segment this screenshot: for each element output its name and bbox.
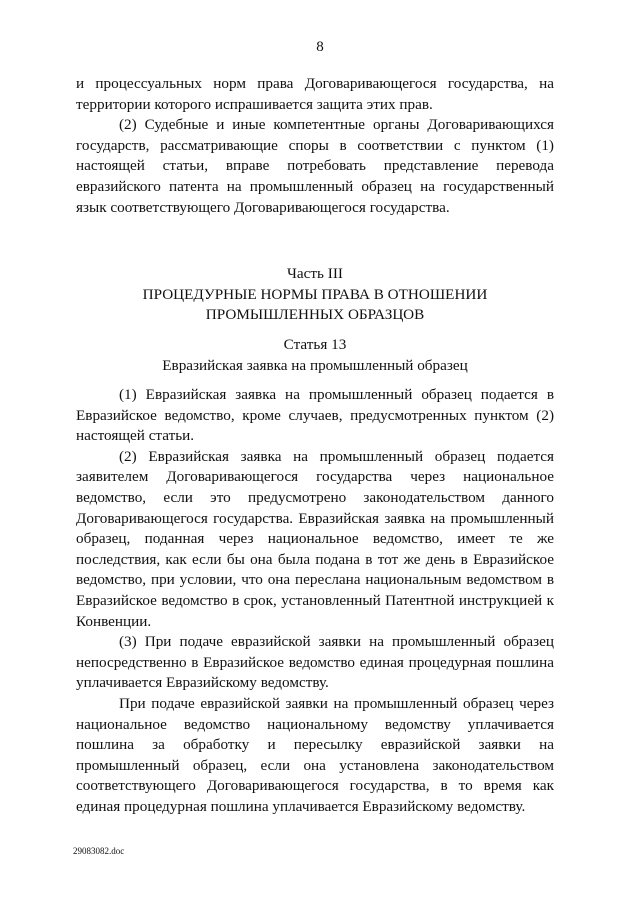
part-title-line-1: ПРОЦЕДУРНЫЕ НОРМЫ ПРАВА В ОТНОШЕНИИ <box>142 285 488 303</box>
article-paragraph-4: При подаче евразийской заявки на промышленный образец через национальное ведомство национальному ведомству уплачивается пошлина за обработку и пересылку евразийской заявки на промышленный образец, если она установлена законодательством соответствующего Договаривающегося государства, в то время как единая процедурная пошлина уплачивается Евразийскому ведомству. <box>76 694 554 815</box>
article-paragraph-1: (1) Евразийская заявка на промышленный образец подается в Евразийское ведомство, кроме случаев, предусмотренных пунктом (2) настоящей статьи. <box>76 386 554 445</box>
article-heading <box>76 335 554 376</box>
article-title: Евразийская заявка на промышленный образец <box>162 356 468 374</box>
part-title-line-2: ПРОМЫШЛЕННЫХ ОБРАЗЦОВ <box>205 306 425 324</box>
article-body <box>76 385 554 817</box>
file-name-footer: 29083082.doc <box>73 846 125 856</box>
article-label: Статья 13 <box>283 336 347 353</box>
article-paragraph-2: (2) Евразийская заявка на промышленный образец подается заявителем Договаривающегося государства через национальное ведомство, если это предусмотрено законодательством данного Договаривающегося государства. Евразийская заявка на промышленный образец, поданная через национальное ведомство, имеет те же последствия, как если бы она была подана в тот же день в Евразийское ведомство, при условии, что она переслана национальным ведомством в Евразийское ведомство в срок, установленный Патентной инструкцией к Конвенции. <box>76 447 554 630</box>
intro-paragraph-2: (2) Судебные и иные компетентные органы Договаривающихся государств, рассматривающие споры в соответствии с пунктом (1) настоящей статьи, вправе потребовать представление перевода евразийского патента на промышленный образец на государственный язык соответствующего Договаривающегося государства. <box>76 116 554 216</box>
page-number: 8 <box>316 39 324 55</box>
part-heading <box>76 264 554 326</box>
intro-paragraph-1: и процессуальных норм права Договаривающегося государства, на территории которого испрашивается защита этих прав. <box>76 75 554 113</box>
part-label: Часть III <box>287 265 343 282</box>
article-paragraph-3: (3) При подаче евразийской заявки на промышленный образец непосредственно в Евразийское ведомство единая процедурная пошлина уплачивается Евразийскому ведомству. <box>76 633 554 692</box>
intro-block <box>76 74 554 218</box>
